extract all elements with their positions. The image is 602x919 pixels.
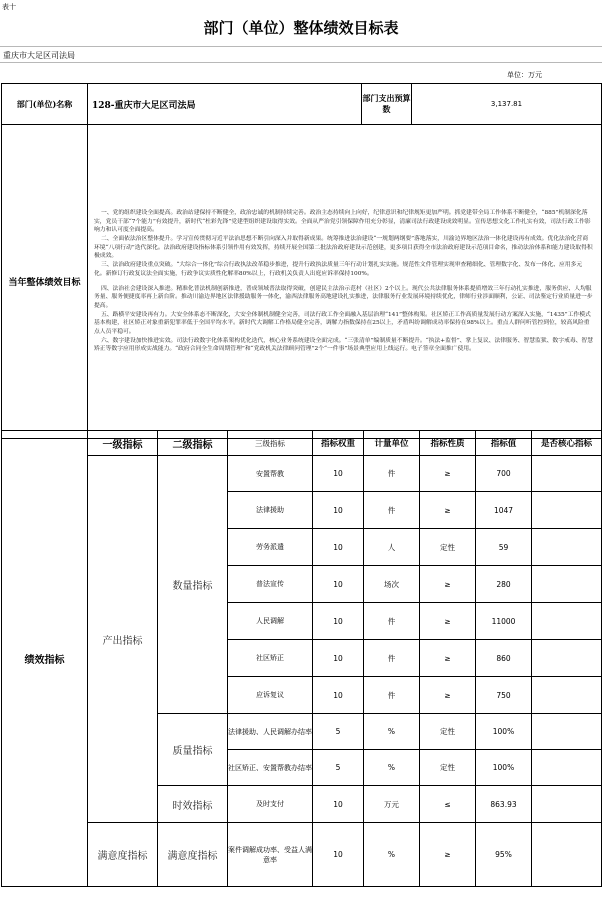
indicator-unit: 场次 — [364, 566, 420, 603]
level1-output: 产出指标 — [88, 456, 158, 823]
divider — [0, 46, 602, 47]
indicator-name: 及时支付 — [228, 786, 313, 823]
indicator-value: 280 — [476, 566, 532, 603]
header-level2: 二级指标 — [158, 431, 228, 456]
divider — [0, 62, 602, 63]
indicator-name: 应诉复议 — [228, 677, 313, 714]
indicator-value: 863.93 — [476, 786, 532, 823]
header-level1: 一级指标 — [88, 431, 158, 456]
indicator-value: 95% — [476, 823, 532, 887]
indicator-core — [532, 750, 602, 786]
level2-quantity: 数量指标 — [158, 456, 228, 714]
indicator-value: 750 — [476, 677, 532, 714]
level2-satisfaction: 满意度指标 — [158, 823, 228, 887]
indicator-name: 案件调解成功率、受益人满意率 — [228, 823, 313, 887]
table-tag: 表十 — [2, 3, 16, 11]
indicator-weight: 5 — [313, 714, 364, 750]
indicator-name: 普法宣传 — [228, 566, 313, 603]
indicator-weight: 10 — [313, 823, 364, 887]
indicator-name: 社区矫正 — [228, 640, 313, 677]
indicator-unit: 件 — [364, 677, 420, 714]
goal-table — [1, 124, 602, 439]
indicator-nature: ≥ — [420, 640, 476, 677]
indicator-weight: 5 — [313, 750, 364, 786]
dept-name-label: 部门(单位)名称 — [2, 84, 88, 125]
level1-satisfaction: 满意度指标 — [88, 823, 158, 887]
indicator-core — [532, 566, 602, 603]
org-name: 重庆市大足区司法局 — [3, 51, 75, 60]
goal-paragraph-3: 三、法治政府建设重点突破。“大综合一体化”综合行政执法改革稳步推进，提升行政执法质量三年行动计划扎实实施。规范性文件管理实现审查精细化、管理数字化、发布一体化、应用多元化。新修订行政复议法全面实施，行政争议实质性化解率80%以上，行政机关负责人出庭应诉率保持100%。 — [94, 262, 583, 277]
indicator-weight: 10 — [313, 677, 364, 714]
indicator-weight: 10 — [313, 566, 364, 603]
indicator-weight: 10 — [313, 603, 364, 640]
indicator-nature: 定性 — [420, 750, 476, 786]
indicator-core — [532, 823, 602, 887]
indicator-unit: 件 — [364, 492, 420, 529]
indicator-nature: ≥ — [420, 456, 476, 492]
indicator-name: 法律援助、人民调解办结率 — [228, 714, 313, 750]
indicator-unit: 件 — [364, 603, 420, 640]
indicator-name: 劳务派遣 — [228, 529, 313, 566]
budget-value: 3,137.81 — [412, 84, 602, 125]
indicator-unit: 万元 — [364, 786, 420, 823]
level2-quality: 质量指标 — [158, 714, 228, 786]
goal-label: 当年整体绩效目标 — [2, 125, 88, 439]
indicator-name: 人民调解 — [228, 603, 313, 640]
indicator-value: 100% — [476, 750, 532, 786]
indicator-nature: ≥ — [420, 492, 476, 529]
indicator-value: 11000 — [476, 603, 532, 640]
indicator-value: 100% — [476, 714, 532, 750]
indicator-weight: 10 — [313, 456, 364, 492]
indicator-core — [532, 603, 602, 640]
header-value: 指标值 — [476, 431, 532, 456]
indicator-unit: 人 — [364, 529, 420, 566]
page-title: 部门（单位）整体绩效目标表 — [203, 19, 399, 37]
header-weight: 指标权重 — [313, 431, 364, 456]
indicator-nature: ≥ — [420, 566, 476, 603]
indicator-unit: % — [364, 823, 420, 887]
indicator-nature: ≥ — [420, 677, 476, 714]
indicator-unit: 件 — [364, 456, 420, 492]
indicator-unit: % — [364, 750, 420, 786]
indicator-core — [532, 640, 602, 677]
indicator-nature: 定性 — [420, 529, 476, 566]
header-unit: 计量单位 — [364, 431, 420, 456]
dept-table — [1, 83, 602, 125]
goal-text — [88, 125, 602, 439]
indicator-name: 安置帮教 — [228, 456, 313, 492]
goal-paragraph-5: 五、路横平安建设再有力。大安全体系态不断深化，大安全体制机制健全完善，司法行政工作全面融入基层治理“141”整体构架。社区矫正工作高质量发展行动方案深入实施，“1435”工作模式基本构建，社区矫正对象重新犯罪率低于全国平均水平。新时代大调解工作格局健全完善，调解力指数保持在25以上，矛盾纠纷调解成功率保持在98%以上。重点人群问听管控到位，较高风险重点人员平稳可。 — [94, 311, 591, 336]
indicator-value: 860 — [476, 640, 532, 677]
goal-paragraph-2: 二、全面依法治区整体提升。学习宣传贯彻习近平法治思想不断引向深入并取得新成果。统筹推进法治建设“一规划两纲要”落地落实，川渝边界地区法治一体化建设再有成效。优化法治化营商环境“八项行动”迭代深化。法治政府建设指标体系引领作用有效发挥，持续开展全国第二批法治政府建设示范创建，更多项目获得全市法治政府建设示范项目命名，推动法治体系和能力建设取得积极成效。 — [94, 235, 593, 260]
indicator-name: 社区矫正、安置帮教办结率 — [228, 750, 313, 786]
indicator-core — [532, 456, 602, 492]
indicator-weight: 10 — [313, 529, 364, 566]
unit-label: 单位：万元 — [507, 71, 542, 79]
indicator-value: 1047 — [476, 492, 532, 529]
level2-timeliness: 时效指标 — [158, 786, 228, 823]
indicator-core — [532, 677, 602, 714]
indicator-nature: 定性 — [420, 714, 476, 750]
indicator-core — [532, 529, 602, 566]
performance-label: 绩效指标 — [2, 431, 88, 887]
indicator-unit: % — [364, 714, 420, 750]
indicator-nature: ≥ — [420, 603, 476, 640]
header-nature: 指标性质 — [420, 431, 476, 456]
indicator-value: 59 — [476, 529, 532, 566]
goal-paragraph-1: 一、党的组织建设全面提高。政治站建保持不断健全，政治忠诚的机制持续完善。政治主态持续向上向好，纪律意识和纪律规矩更加严明。抓党建带全局工作体系不断健全，“885”机制深化落实，党员干部“7个能力”有效提升，新时代“杜彩先锋”党建型组织建设取得实效。全面从严治党引领保障作用充分彰显，清廉司法行政建设成效明显。宣传思想文化工作扎实有效，司法行政工作影响力和认可度全面提高。 — [94, 209, 591, 234]
header-core: 是否核心指标 — [532, 431, 602, 456]
indicator-weight: 10 — [313, 492, 364, 529]
indicator-unit: 件 — [364, 640, 420, 677]
goal-paragraph-6: 六、数字建设加快推进实效。司法行政数字化体系架构优化迭代，核心业务系统建设全面完成。“三张清单”编制质量不断提升。“执法+监督”、掌上复议、法律服务、智慧监狱、数字戒毒、智慧矫正等数字应用形成实战能力。“政府合同全生命周期管理”和“党政机关法律顾问管理”2个“一件事”场景典型应用上线运行。电子签章全面推广使用。 — [94, 337, 594, 353]
indicator-name: 法律援助 — [228, 492, 313, 529]
dept-name-value: 128-重庆市大足区司法局 — [88, 84, 362, 125]
indicator-weight: 10 — [313, 786, 364, 823]
indicator-value: 700 — [476, 456, 532, 492]
indicator-nature: ≤ — [420, 786, 476, 823]
performance-table — [1, 430, 602, 887]
header-level3: 三级指标 — [228, 431, 313, 456]
indicator-core — [532, 714, 602, 750]
indicator-core — [532, 492, 602, 529]
indicator-core — [532, 786, 602, 823]
indicator-nature: ≥ — [420, 823, 476, 887]
budget-label: 部门支出预算数 — [362, 84, 412, 125]
indicator-weight: 10 — [313, 640, 364, 677]
goal-paragraph-4: 四、法治社会建设深入推进。精准化普法机制创新推进，普成领域普法取得突破，创建民主法治示范村（社区）2个以上。现代公共法律服务体系提质增效三年行动扎实推进，服务供应、人均服务量、服务便捷度率再上新台阶。推动川渝边界地区法律援助服务一体化，渝西法律服务高地建设扎实推进，法律服务行业发展环境持续优化，律师行业涉面顺利，公证、司法鉴定行业质量进一步提高。 — [94, 285, 593, 309]
